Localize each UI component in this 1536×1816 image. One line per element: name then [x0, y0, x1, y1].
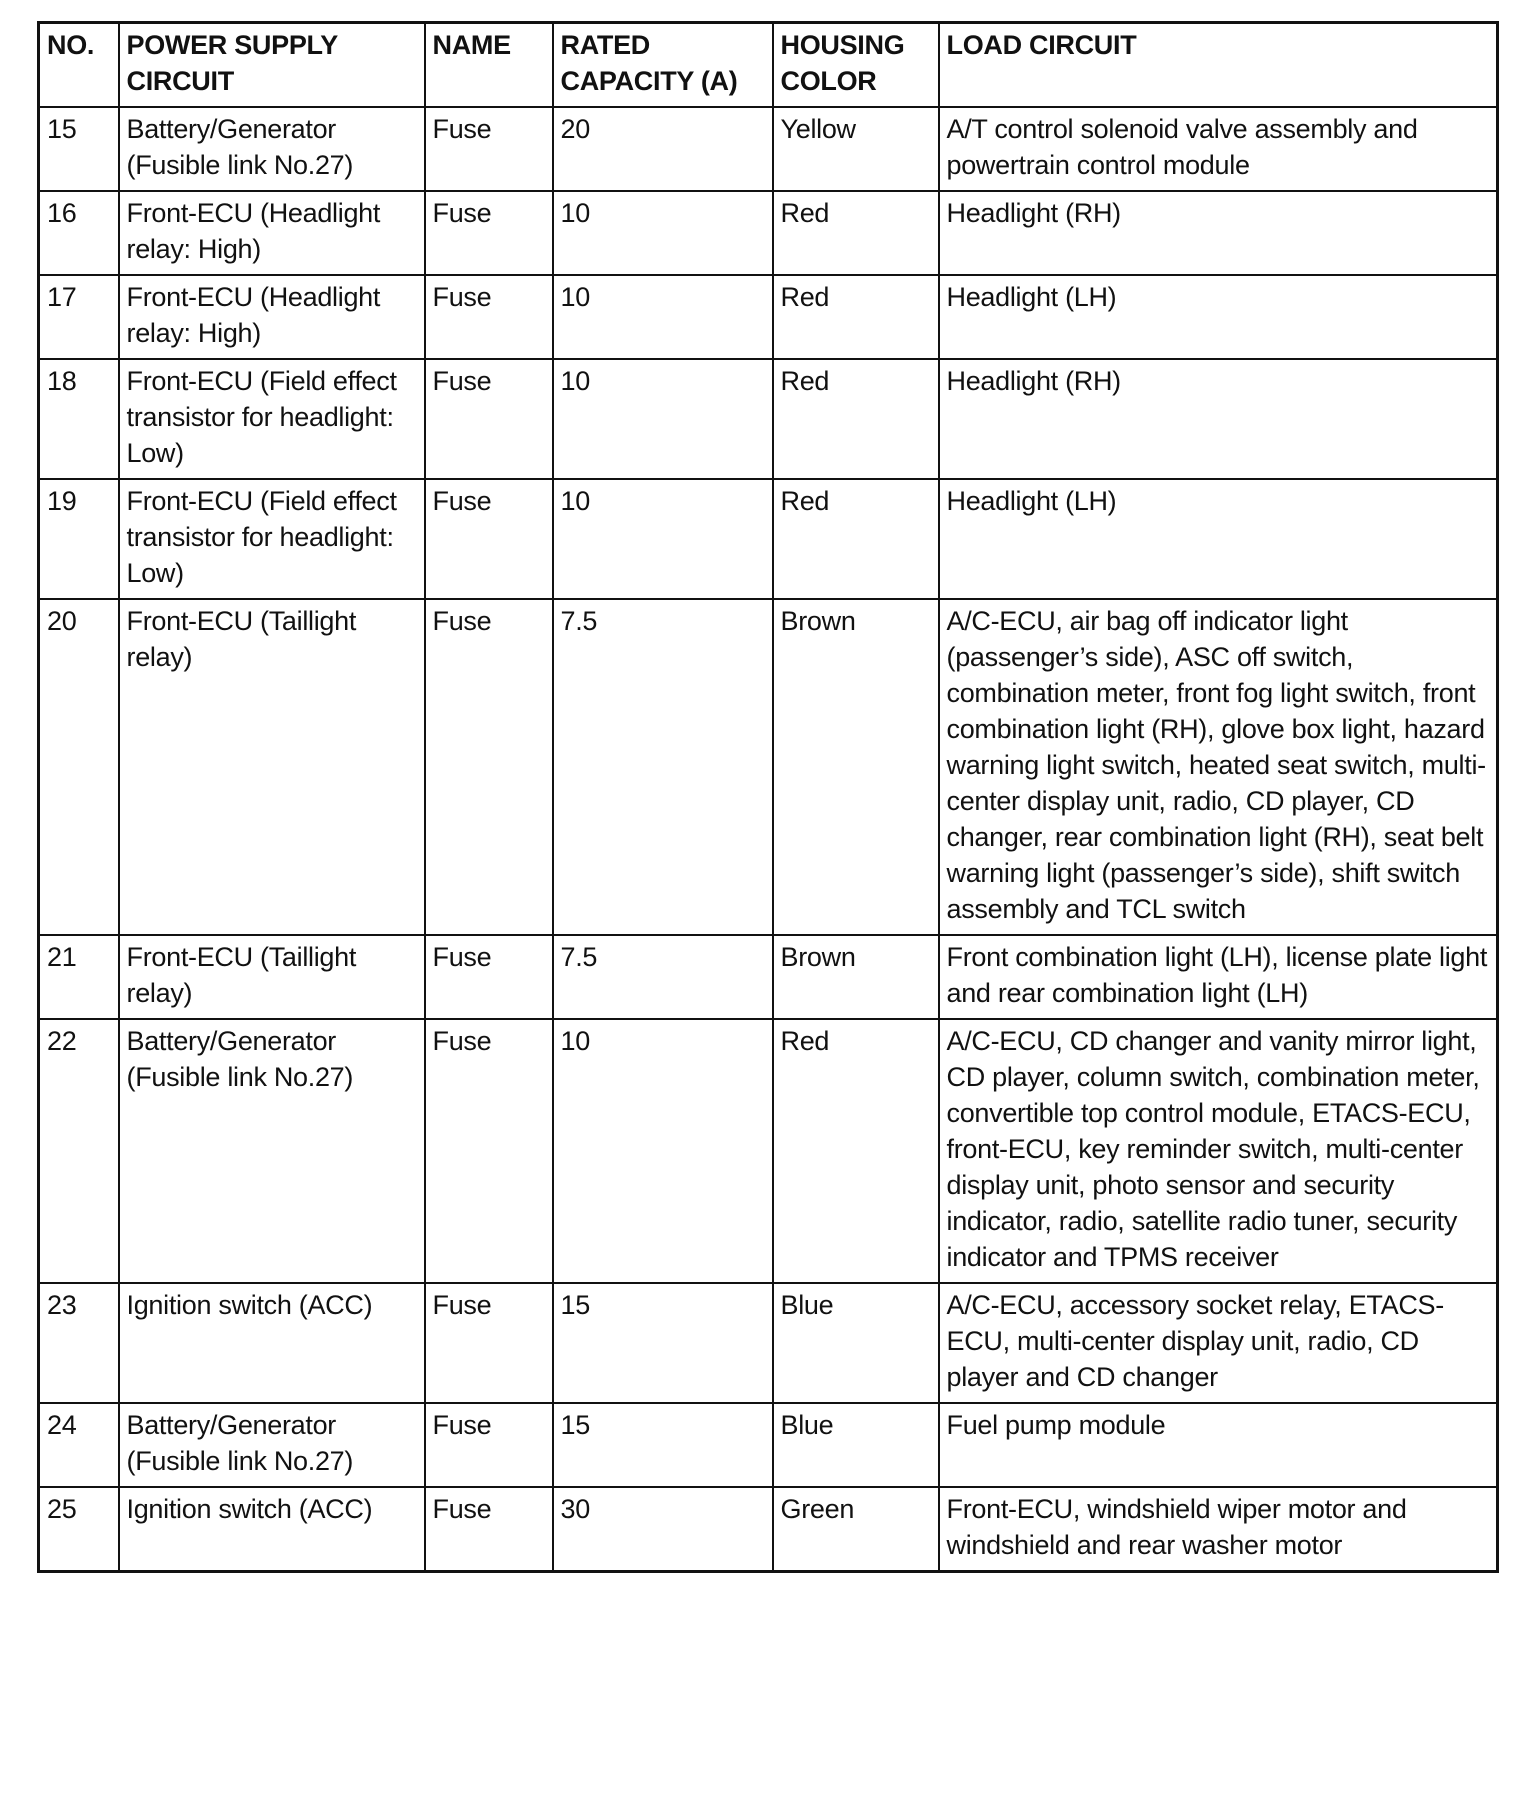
rated-capacity-cell: 10	[553, 191, 773, 275]
housing-color-cell: Green	[773, 1487, 939, 1572]
fuse-number-cell: 21	[39, 935, 119, 1019]
power-supply-circuit-cell: Battery/Generator (Fusible link No.27)	[119, 1403, 425, 1487]
power-supply-circuit-cell: Battery/Generator (Fusible link No.27)	[119, 107, 425, 191]
header-load-circuit: LOAD CIRCUIT	[939, 23, 1498, 108]
table-row	[39, 107, 1498, 191]
fuse-name-cell: Fuse	[425, 107, 553, 191]
header-row	[39, 23, 1498, 108]
rated-capacity-cell: 10	[553, 479, 773, 599]
power-supply-circuit-cell: Front-ECU (Field effect transistor for headlight: Low)	[119, 359, 425, 479]
header-name: NAME	[425, 23, 553, 108]
fuse-name-cell: Fuse	[425, 1019, 553, 1283]
fuse-name-cell: Fuse	[425, 1403, 553, 1487]
load-circuit-cell: Headlight (LH)	[939, 275, 1498, 359]
power-supply-circuit-cell: Front-ECU (Taillight relay)	[119, 599, 425, 935]
rated-capacity-cell: 15	[553, 1403, 773, 1487]
header-no: NO.	[39, 23, 119, 108]
power-supply-circuit-cell: Front-ECU (Headlight relay: High)	[119, 275, 425, 359]
fuse-number-cell: 19	[39, 479, 119, 599]
rated-capacity-cell: 15	[553, 1283, 773, 1403]
rated-capacity-cell: 10	[553, 359, 773, 479]
power-supply-circuit-cell: Front-ECU (Headlight relay: High)	[119, 191, 425, 275]
table-row	[39, 479, 1498, 599]
fuse-name-cell: Fuse	[425, 275, 553, 359]
fuse-name-cell: Fuse	[425, 599, 553, 935]
housing-color-cell: Red	[773, 275, 939, 359]
housing-color-cell: Red	[773, 359, 939, 479]
fuse-name-cell: Fuse	[425, 479, 553, 599]
fuse-name-cell: Fuse	[425, 191, 553, 275]
table-row	[39, 1019, 1498, 1283]
rated-capacity-cell: 30	[553, 1487, 773, 1572]
load-circuit-cell: A/C-ECU, CD changer and vanity mirror light, CD player, column switch, combination meter, convertible top control module, ETACS-ECU, front-ECU, key reminder switch, multi-center display unit, photo sensor and security indicator, radio, satellite radio tuner, security indicator and TPMS receiver	[939, 1019, 1498, 1283]
load-circuit-cell: Front-ECU, windshield wiper motor and windshield and rear washer motor	[939, 1487, 1498, 1572]
power-supply-circuit-cell: Ignition switch (ACC)	[119, 1487, 425, 1572]
load-circuit-cell: A/C-ECU, air bag off indicator light (passenger’s side), ASC off switch, combination meter, front fog light switch, front combination light (RH), glove box light, hazard warning light switch, heated seat switch, multi-center display unit, radio, CD player, CD changer, rear combination light (RH), seat belt warning light (passenger’s side), shift switch assembly and TCL switch	[939, 599, 1498, 935]
fuse-number-cell: 15	[39, 107, 119, 191]
fuse-number-cell: 18	[39, 359, 119, 479]
load-circuit-cell: A/C-ECU, accessory socket relay, ETACS-ECU, multi-center display unit, radio, CD player and CD changer	[939, 1283, 1498, 1403]
load-circuit-cell: Headlight (LH)	[939, 479, 1498, 599]
load-circuit-cell: Headlight (RH)	[939, 191, 1498, 275]
rated-capacity-cell: 7.5	[553, 599, 773, 935]
power-supply-circuit-cell: Front-ECU (Field effect transistor for headlight: Low)	[119, 479, 425, 599]
header-housing-color: HOUSING COLOR	[773, 23, 939, 108]
housing-color-cell: Red	[773, 191, 939, 275]
housing-color-cell: Red	[773, 1019, 939, 1283]
power-supply-circuit-cell: Ignition switch (ACC)	[119, 1283, 425, 1403]
rated-capacity-cell: 20	[553, 107, 773, 191]
housing-color-cell: Brown	[773, 935, 939, 1019]
fuse-number-cell: 22	[39, 1019, 119, 1283]
header-power-supply-circuit: POWER SUPPLY CIRCUIT	[119, 23, 425, 108]
fuse-number-cell: 17	[39, 275, 119, 359]
table-row	[39, 359, 1498, 479]
header-rated-capacity: RATED CAPACITY (A)	[553, 23, 773, 108]
load-circuit-cell: Front combination light (LH), license plate light and rear combination light (LH)	[939, 935, 1498, 1019]
table-row	[39, 275, 1498, 359]
table-row	[39, 1487, 1498, 1572]
load-circuit-cell: Headlight (RH)	[939, 359, 1498, 479]
load-circuit-cell: A/T control solenoid valve assembly and powertrain control module	[939, 107, 1498, 191]
housing-color-cell: Blue	[773, 1403, 939, 1487]
table-row	[39, 599, 1498, 935]
fuse-name-cell: Fuse	[425, 1487, 553, 1572]
table-row	[39, 1403, 1498, 1487]
rated-capacity-cell: 7.5	[553, 935, 773, 1019]
fuse-name-cell: Fuse	[425, 935, 553, 1019]
rated-capacity-cell: 10	[553, 275, 773, 359]
fuse-number-cell: 20	[39, 599, 119, 935]
fuse-number-cell: 24	[39, 1403, 119, 1487]
housing-color-cell: Brown	[773, 599, 939, 935]
power-supply-circuit-cell: Front-ECU (Taillight relay)	[119, 935, 425, 1019]
table-row	[39, 191, 1498, 275]
housing-color-cell: Red	[773, 479, 939, 599]
power-supply-circuit-cell: Battery/Generator (Fusible link No.27)	[119, 1019, 425, 1283]
fuse-number-cell: 23	[39, 1283, 119, 1403]
housing-color-cell: Yellow	[773, 107, 939, 191]
fuse-number-cell: 25	[39, 1487, 119, 1572]
fuse-table	[37, 21, 1499, 1573]
table-row	[39, 1283, 1498, 1403]
fuse-name-cell: Fuse	[425, 359, 553, 479]
load-circuit-cell: Fuel pump module	[939, 1403, 1498, 1487]
housing-color-cell: Blue	[773, 1283, 939, 1403]
fuse-name-cell: Fuse	[425, 1283, 553, 1403]
fuse-number-cell: 16	[39, 191, 119, 275]
table-row	[39, 935, 1498, 1019]
rated-capacity-cell: 10	[553, 1019, 773, 1283]
